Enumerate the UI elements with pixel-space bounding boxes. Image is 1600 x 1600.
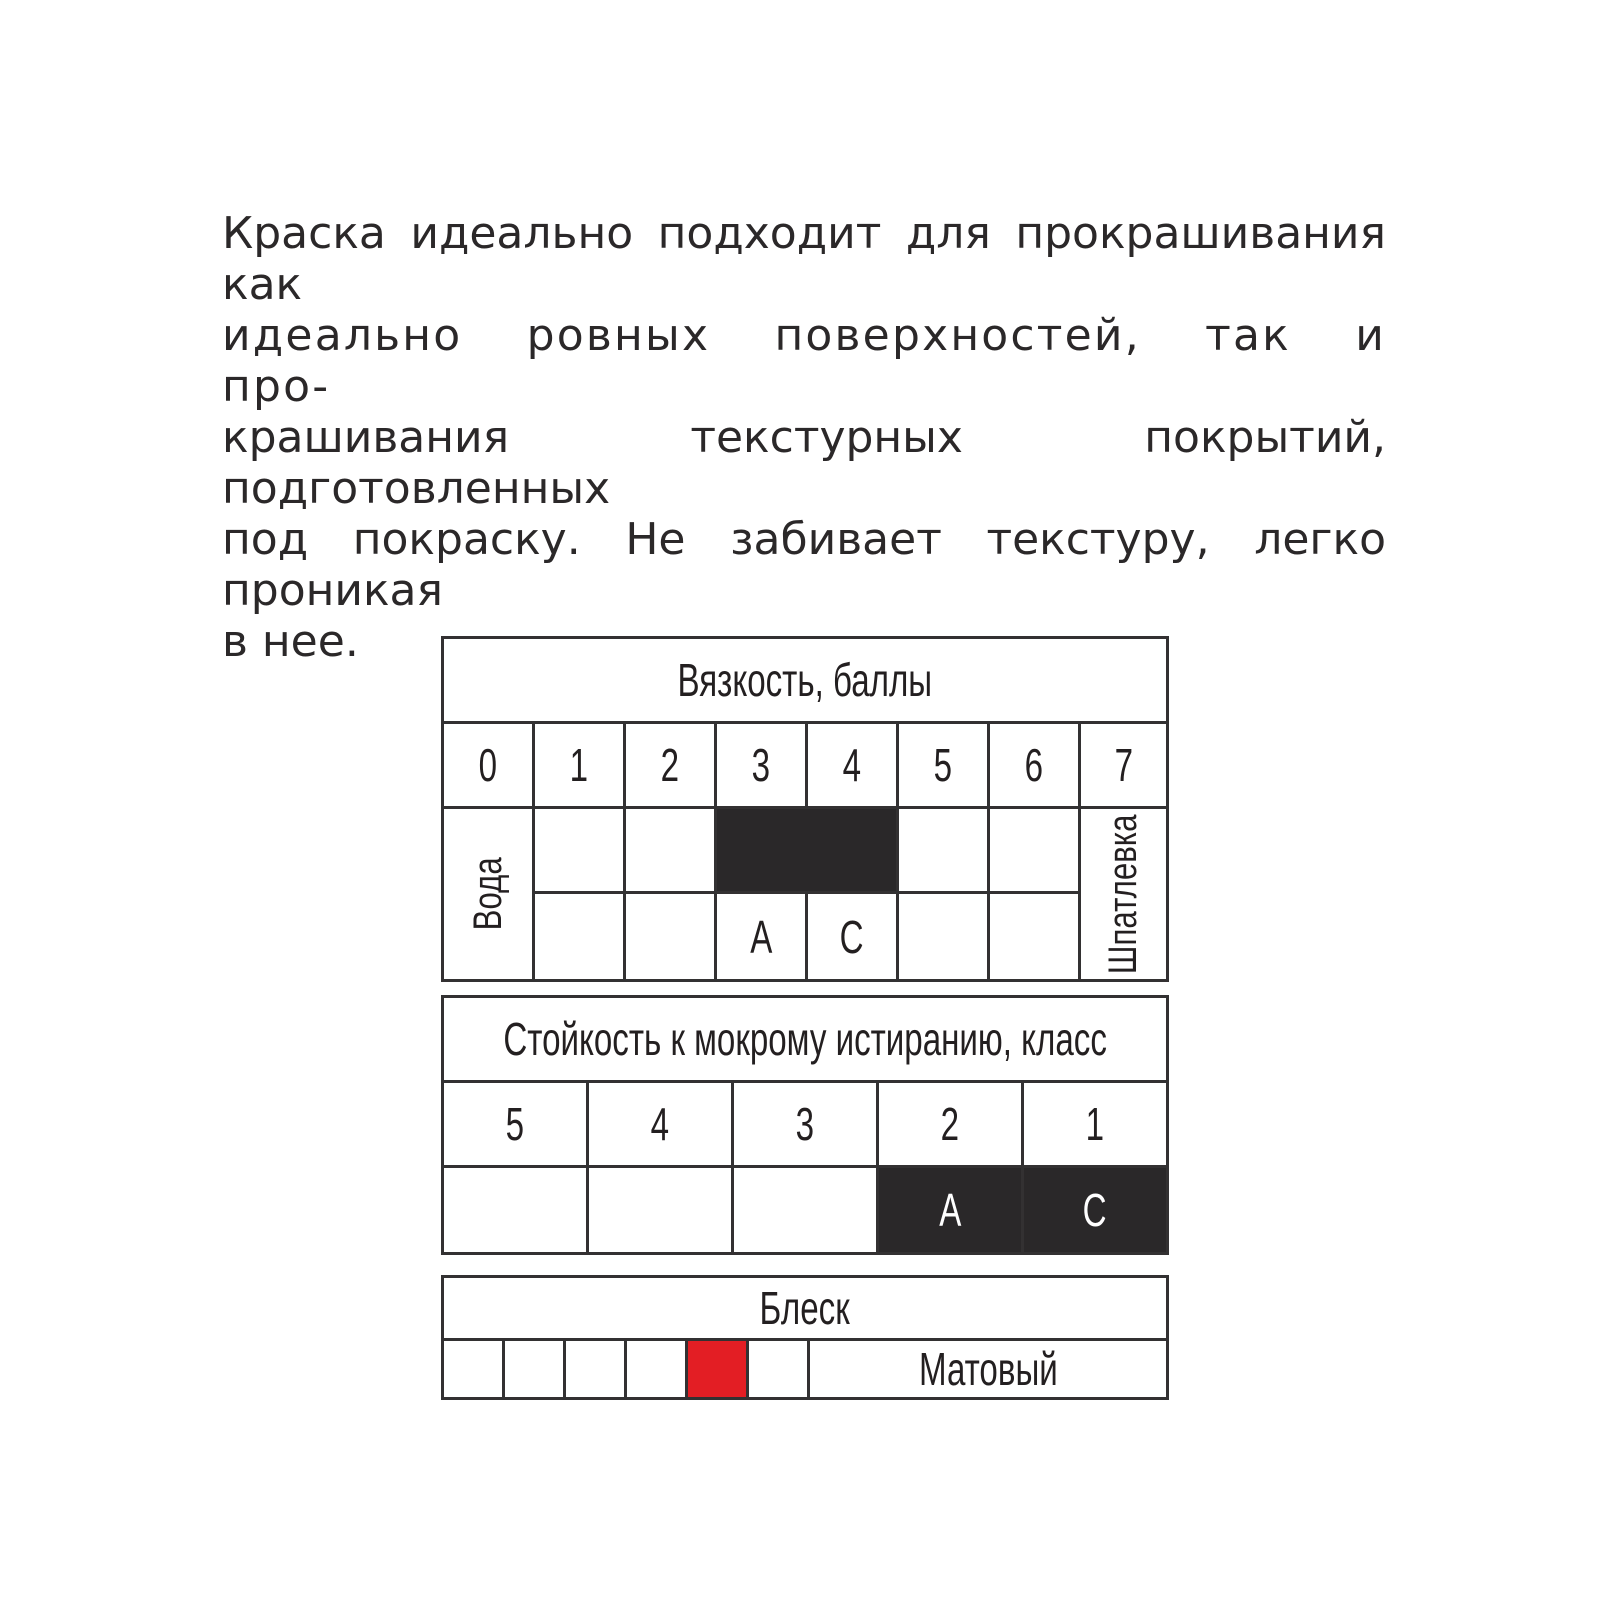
abrasion-table [441,995,1169,1255]
description-line-3: крашивания текстурных покрытий, подготовленных [222,412,1386,514]
abrasion-title: Стойкость к мокрому истиранию, класс [441,995,1169,1083]
viscosity-left-label: Вода [441,806,535,982]
viscosity-marker-c: C [805,891,899,982]
abrasion-cell [586,1165,734,1255]
abrasion-marker-a: A [876,1165,1024,1255]
viscosity-table [441,636,1169,982]
viscosity-scale-5: 5 [896,721,990,809]
viscosity-scale-7: 7 [1078,721,1169,809]
viscosity-cell [623,891,717,982]
abrasion-marker-c: C [1021,1165,1169,1255]
gloss-table [441,1275,1169,1399]
description-line-1: Краска идеально подходит для прокрашивания как [222,208,1386,310]
gloss-cell-5-selected [685,1338,749,1400]
viscosity-cell [623,806,717,894]
description-line-2: идеально ровных поверхностей, так и про- [222,310,1386,412]
gloss-title: Блеск [441,1275,1169,1341]
gloss-cell-1 [441,1338,505,1400]
viscosity-cell [896,891,990,982]
viscosity-title: Вязкость, баллы [441,636,1169,724]
gloss-value-label: Матовый [807,1338,1169,1400]
viscosity-range-bar [714,806,899,894]
abrasion-class-2: 2 [876,1080,1024,1168]
viscosity-cell [987,891,1081,982]
viscosity-scale-3: 3 [714,721,808,809]
product-description [222,208,1386,667]
viscosity-scale-4: 4 [805,721,899,809]
abrasion-class-1: 1 [1021,1080,1169,1168]
abrasion-cell [441,1165,589,1255]
viscosity-scale-1: 1 [532,721,626,809]
viscosity-scale-2: 2 [623,721,717,809]
viscosity-right-label: Шпатлевка [1078,806,1169,982]
abrasion-class-4: 4 [586,1080,734,1168]
viscosity-scale-0: 0 [441,721,535,809]
gloss-cell-3 [563,1338,627,1400]
viscosity-cell [532,806,626,894]
viscosity-marker-a: A [714,891,808,982]
gloss-cell-4 [624,1338,688,1400]
abrasion-class-5: 5 [441,1080,589,1168]
description-line-5: в нее. [222,616,359,667]
description-line-4: под покраску. Не забивает текстуру, легко проникая [222,514,1386,616]
viscosity-scale-6: 6 [987,721,1081,809]
viscosity-cell [987,806,1081,894]
viscosity-cell [532,891,626,982]
gloss-cell-6 [746,1338,810,1400]
abrasion-class-3: 3 [731,1080,879,1168]
abrasion-cell [731,1165,879,1255]
gloss-cell-2 [502,1338,566,1400]
viscosity-cell [896,806,990,894]
